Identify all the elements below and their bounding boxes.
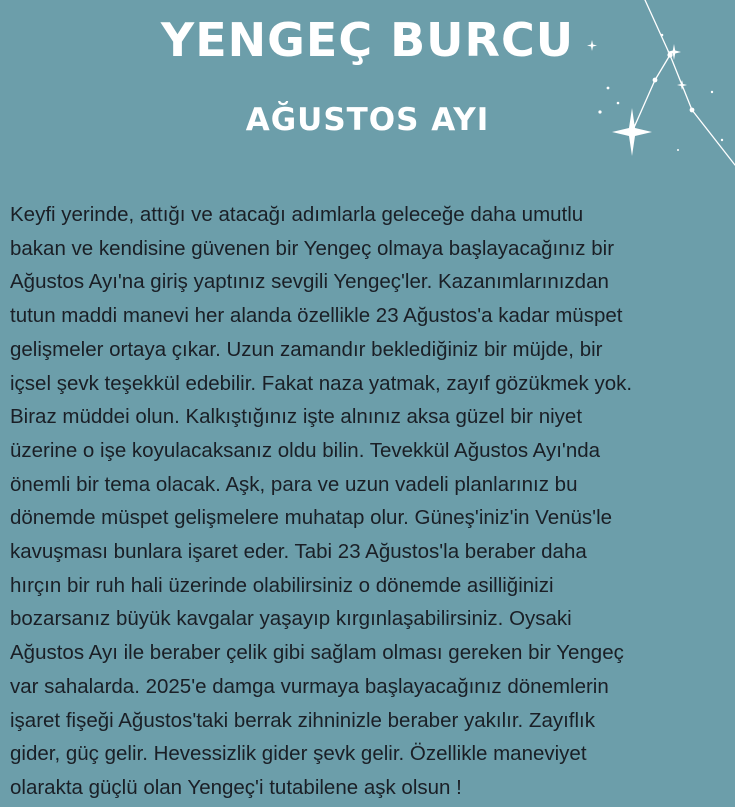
article-line: üzerine o işe koyulacaksanız oldu bilin. Tevekkül Ağustos Ayı'nda (10, 438, 601, 462)
article-line: Biraz müddei olun. Kalkıştığınız işte alnınız aksa güzel bir niyet (10, 405, 583, 429)
article-line: bakan ve kendisine güvenen bir Yengeç olmaya başlayacağınız bir (10, 236, 615, 260)
page-title: YENGEÇ BURCU (160, 13, 575, 67)
article-line: içsel şevk teşekkül edebilir. Fakat naza yatmak, zayıf gözükmek yok. (10, 371, 633, 395)
article-line: Ağustos Ayı ile beraber çelik gibi sağlam olması gereken bir Yengeç (10, 641, 624, 665)
article-line: kavuşması bunlara işaret eder. Tabi 23 Ağustos'la beraber daha (10, 540, 587, 564)
article-line: hırçın bir ruh hali üzerinde olabilirsiniz o dönemde asilliğinizi (10, 573, 554, 597)
article-line: var sahalarda. 2025'e damga vurmaya başlayacağınız dönemlerin (10, 674, 609, 698)
horoscope-article (10, 198, 732, 805)
constellation-icon (560, 0, 735, 175)
article-line: işaret fişeği Ağustos'taki berrak zihninizle beraber yakılır. Zayıflık (10, 708, 596, 732)
article-line: gider, güç gelir. Hevessizlik gider şevk gelir. Özellikle maneviyet (10, 742, 587, 766)
article-line: olarakta güçlü olan Yengeç'i tutabilene aşk olsun ! (10, 775, 462, 799)
article-line: Ağustos Ayı'na giriş yaptınız sevgili Yengeç'ler. Kazanımlarınızdan (10, 270, 609, 294)
page-subtitle: AĞUSTOS AYI (245, 102, 490, 138)
article-line: Keyfi yerinde, attığı ve atacağı adımlarla geleceğe daha umutlu (10, 203, 584, 226)
article-line: gelişmeler ortaya çıkar. Uzun zamandır beklediğiniz bir müjde, bir (10, 337, 603, 361)
article-line: önemli bir tema olacak. Aşk, para ve uzun vadeli planlarınız bu (10, 472, 578, 496)
article-line: dönemde müspet gelişmelere muhatap olur. Güneş'iniz'in Venüs'le (10, 506, 613, 530)
article-line: bozarsanız büyük kavgalar yaşayıp kırgınlaşabilirsiniz. Oysaki (10, 607, 572, 631)
article-line: tutun maddi manevi her alanda özellikle 23 Ağustos'a kadar müspet (10, 304, 623, 328)
